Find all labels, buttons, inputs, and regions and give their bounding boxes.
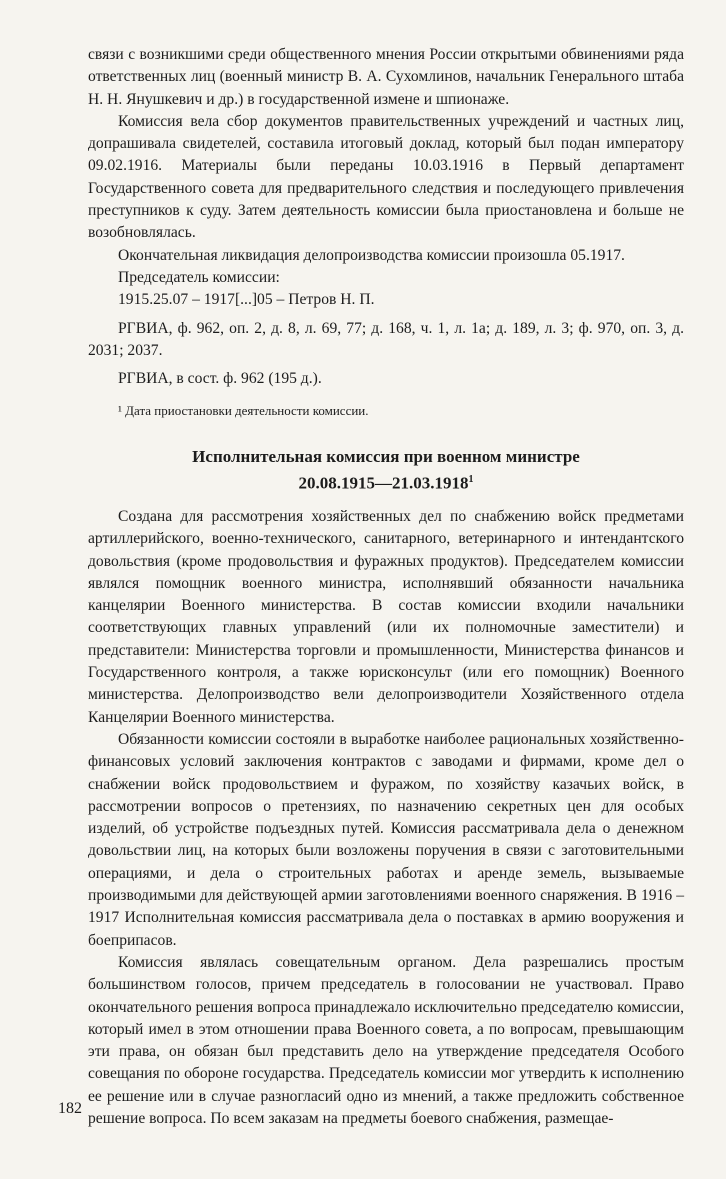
page-number: 182: [58, 1100, 82, 1117]
section-body: [88, 506, 684, 1130]
chairman-label: Председатель комиссии:: [118, 268, 280, 286]
footnote: ¹ Дата приостановки деятельности комиссии.: [118, 403, 369, 419]
paragraph-creation: Создана для рассмотрения хозяйственных дел по снабжению войск предметами артиллерийского, военно-технического, санитарного, ветеринарного и интендантского довольствия (кроме продовольствия и фуражных продуктов). Председателем комиссии являлся помощник военного министра, исполнявший обязанности начальника канцелярии Военного министерства. В состав комиссии входили начальники соответствующих главных управлений (или их полномочные заместители) и представители: Министерства торговли и промышленности, Министерства финансов и Государственного контроля, а также юрисконсульт (или его помощник) Военного министерства. Делопроизводство вели делопроизводители Хозяйственного отдела Канцелярии Военного министерства.: [88, 508, 684, 726]
paragraph-continued: связи с возникшими среди общественного мнения России открытыми обвинениями ряда ответственных лиц (военный министр В. А. Сухомлинов, начальник Генерального штаба Н. Н. Янушкевич и др.) в государственной измене и шпионаже.: [88, 46, 684, 108]
chairman-entry: [88, 289, 684, 311]
section-heading: [88, 445, 684, 495]
paragraph-commission-activity: Комиссия вела сбор документов правительственных учреждений и частных лиц, допрашивала свидетелей, составила итоговый доклад, который был подан императору 09.02.1916. Материалы были переданы 10.03.1916 в Первый департамент Государственного совета для предварительного следствия и последующего привлечения преступников к суду. Затем деятельность комиссии была приостановлена и больше не возобновлялась.: [88, 112, 684, 242]
section-title: Исполнительная комиссия при военном министре: [192, 447, 580, 466]
section-dates-line: [88, 468, 684, 495]
chairman-entry-text: 1915.25.07 – 1917[...]05 – Петров Н. П.: [118, 291, 375, 309]
paragraph-liquidation: Окончательная ликвидация делопроизводства комиссии произошла 05.1917.: [118, 246, 625, 264]
title-footnote-marker: 1: [468, 474, 474, 485]
section-dates: 20.08.1915—21.03.1918: [298, 473, 469, 493]
top-section: [88, 44, 684, 420]
archive-references: РГВИА, ф. 962, оп. 2, д. 8, л. 69, 77; д. 168, ч. 1, л. 1а; д. 189, л. 3; ф. 970, оп. 3, д. 2031; 2037.: [88, 319, 684, 359]
archive-fond: РГВИА, в сост. ф. 962 (195 д.).: [118, 370, 322, 388]
paragraph-procedure: Комиссия являлась совещательным органом. Дела разрешались простым большинством голосов, причем председатель в голосовании не участвовал. Право окончательного решения вопроса принадлежало исключительно председателю комиссии, который имел в этом отношении права Военного совета, а по вопросам, превышающим эти права, он обязан был представить дело на утверждение председателя Особого совещания по обороне государства. Председатель комиссии мог утвердить к исполнению ее решение или в случае разногласий одно из мнений, а также предложить собственное решение вопроса. По всем заказам на предметы боевого снабжения, размещае-: [88, 953, 684, 1128]
paragraph-duties: Обязанности комиссии состояли в выработке наиболее рациональных хозяйственно-финансовых условий заключения контрактов с заводами и фирмами, кроме дел о снабжении войск продовольствием и фуражом, по хозяйству казачьих войск, в рассмотрении вопросов о претензиях, по назначению секретных цен для особых изделий, об устройстве подъездных путей. Комиссия рассматривала дела о денежном довольствии лиц, на которых были возложены поручения в связи с заготовительными операциями, и дела о строительных работах и аренде земель, вызываемые производимыми для действующей армии заготовлениями военного снаряжения. В 1916 – 1917 Исполнительная комиссия рассматривала дела о поставках в армию вооружения и боеприпасов.: [88, 730, 684, 949]
